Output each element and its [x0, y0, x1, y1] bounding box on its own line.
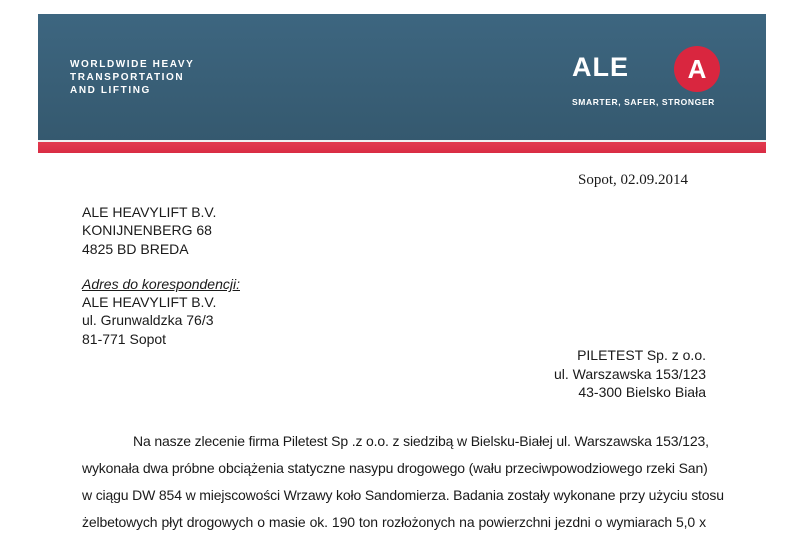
- logo-mark-icon: A: [674, 46, 720, 92]
- body-line: wykonała dwa próbne obciążenia statyczne nasypu drogowego (wału przeciwpowodziowego rzeki San): [82, 460, 708, 476]
- correspondence-line: ALE HEAVYLIFT B.V.: [82, 294, 217, 310]
- tagline: [70, 58, 194, 97]
- tagline-line: TRANSPORTATION: [70, 72, 185, 83]
- body-line: żelbetowych płyt drogowych o masie ok. 190 ton rozłożonych na powierzchni jezdni o wymiarach 5,0 x: [82, 514, 706, 530]
- letter-date: Sopot, 02.09.2014: [577, 172, 688, 188]
- correspondence-label: Adres do korespondencji:: [82, 276, 240, 292]
- motto: SMARTER, SAFER, STRONGER: [572, 97, 715, 107]
- body-line: Na nasze zlecenie firma Piletest Sp .z o.o. z siedzibą w Bielsku-Białej ul. Warszawska 153/123,: [133, 433, 709, 449]
- correspondence-line: ul. Grunwaldzka 76/3: [82, 312, 214, 328]
- body-line: w ciągu DW 854 w miejscowości Wrzawy koło Sandomierza. Badania zostały wykonane przy użyciu stosu: [82, 487, 724, 503]
- recipient-line: 43-300 Bielsko Biała: [578, 384, 706, 400]
- sender-line: 4825 BD BREDA: [82, 241, 189, 257]
- recipient-line: PILETEST Sp. z o.o.: [577, 347, 706, 363]
- tagline-line: WORLDWIDE HEAVY: [70, 59, 195, 70]
- sender-line: KONIJNENBERG 68: [82, 222, 212, 238]
- correspondence-line: 81-771 Sopot: [82, 331, 167, 347]
- tagline-line: AND LIFTING: [70, 85, 151, 96]
- company-logo: ALE: [572, 52, 629, 82]
- red-stripe: [38, 140, 766, 153]
- sender-line: ALE HEAVYLIFT B.V.: [82, 204, 217, 220]
- letterhead-banner: [38, 14, 766, 140]
- recipient-line: ul. Warszawska 153/123: [554, 366, 706, 382]
